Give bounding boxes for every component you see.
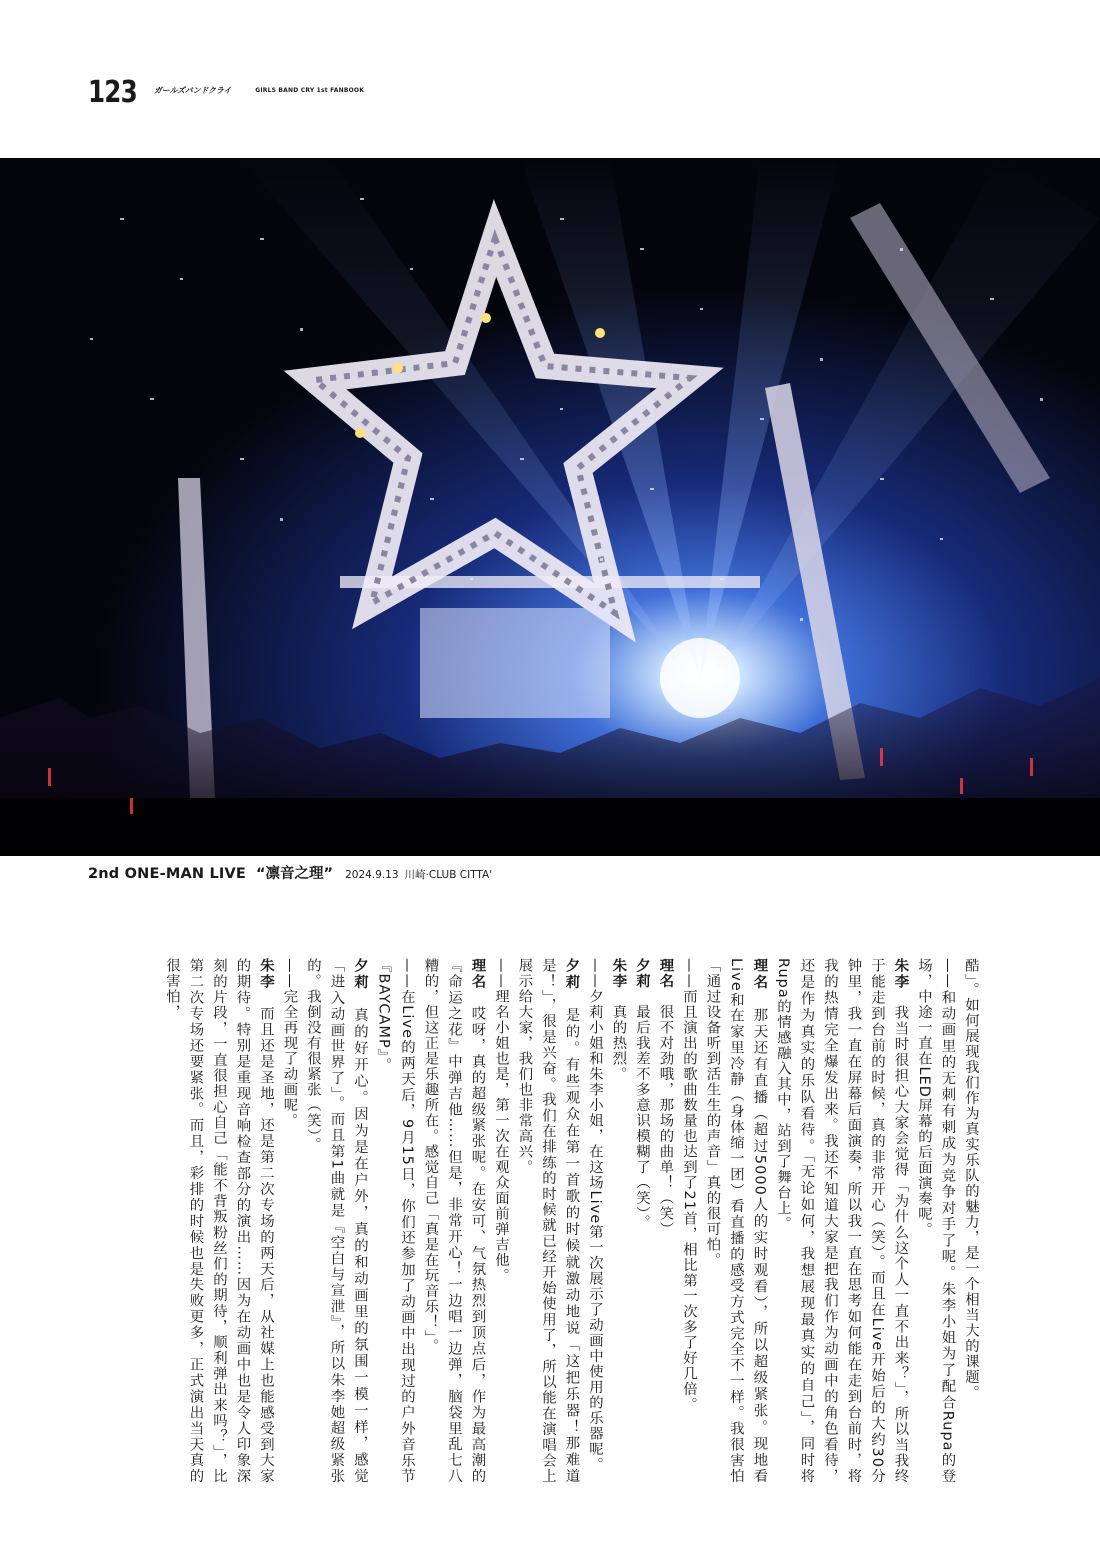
paragraph-text: 很不对劲哦，那场的曲单！（笑）	[657, 1004, 674, 1237]
fanbook-title: GIRLS BAND CRY 1st FANBOOK	[255, 87, 365, 94]
paragraph	[677, 958, 701, 1484]
concert-photo	[0, 158, 1100, 856]
paragraph	[630, 958, 654, 1484]
caption-venue: 川崎·CLUB CITTA'	[404, 869, 493, 881]
paragraph	[700, 958, 771, 1484]
stage-light	[595, 328, 605, 338]
speaker-name: 朱李	[610, 958, 627, 989]
page-number: 123	[88, 75, 137, 110]
stage-light	[355, 428, 365, 438]
photo-caption	[88, 862, 492, 886]
paragraph-text: ——夕莉小姐和朱李小姐，在这场Live第一次展示了动画中使用的乐器呢。	[587, 958, 603, 1473]
interview-body	[106, 958, 982, 1484]
paragraph-text: 酷」。如何展现我们作为真实乐队的魅力，是一个相当大的课题。	[963, 958, 979, 1401]
paragraph-text: 而且还是圣地，还是第二次专场的两天后，从社媒上也能感受到大家的期待。特别是重现音响检查部分的演出……因为在动画中也是令人印象深刻的片段，一直很担心自己「能不背叛粉丝们的期待，顺利弹出来吗？」，比第二次专场还要紧张。而且，彩排的时候也是失败更多，正式演出当天真的很害怕，	[164, 958, 274, 1484]
stage-light	[393, 363, 403, 373]
paragraph-text: 最后我差不多意识模糊了（笑）。	[634, 1004, 650, 1230]
speaker-name: 理名	[469, 958, 486, 990]
paragraph	[489, 958, 513, 1484]
paragraph-text: 我当时很担心大家会觉得「为什么这个人一直不出来？」，所以当我终于能走到台前的时候，真的非常开心（笑）。而且在Live开始后的大约30分钟里，我一直在屏幕后面演奏，所以我一直在思考如何能在走到台前时，将我的热情完全爆发出来。我还不知道大家是把我们作为动画中的角色看待，还是作为真实的乐队看待。「无论如何，我想展现最真实的自己」，同时将Rupa的情感融入其中，站到了舞台上。	[775, 958, 909, 1484]
paragraph	[160, 958, 278, 1484]
page-header	[88, 68, 364, 108]
paragraph-text: 哎呀，真的超级紧张呢。在安可、气氛热烈到顶点后，作为最高潮的『命运之花』中弹吉他……但是，非常开心！一边唱一边弹，脑袋里乱七八糟的，但这正是乐趣所在。感觉自己「真是在玩音乐！」。	[422, 958, 486, 1484]
paragraph	[371, 958, 418, 1484]
speaker-name: 夕莉	[563, 958, 580, 991]
paragraph	[512, 958, 583, 1484]
paragraph	[418, 958, 489, 1484]
paragraph	[583, 958, 607, 1484]
caption-date: 2024.9.13	[345, 869, 399, 881]
paragraph	[959, 958, 983, 1484]
speaker-name: 夕莉	[634, 958, 650, 989]
stage-light	[481, 313, 491, 323]
speaker-name: 理名	[751, 958, 768, 991]
paragraph	[653, 958, 677, 1484]
paragraph-text: 那天还有直播（超过5000人的实时观看），所以超级紧张。现地看Live和在家里冷静（身体缩一团）看直播的感受方式完全不一样。我很害怕「通过设备听到活生生的声音」真的很可怕。	[704, 958, 768, 1484]
paragraph-text: 是的。有些观众在第一首歌的时候就激动地说「这把乐器！那难道是！」，很是兴奋。我们在排练的时候就已经开始使用了，所以能在演唱会上展示给大家，我们也非常高兴。	[516, 958, 580, 1484]
caption-subtitle: “凛音之理”	[256, 866, 334, 882]
caption-event: 2nd ONE-MAN LIVE	[88, 866, 247, 882]
led-screen	[420, 608, 610, 718]
paragraph-text: ——理名小姐也是，第一次在观众面前弹吉他。	[493, 958, 509, 1284]
paragraph	[301, 958, 372, 1484]
paragraph-text: 真的热烈。	[610, 1004, 627, 1082]
paragraph	[771, 958, 912, 1484]
paragraph-text: ——和动画里的无刺有刺成为竞争对手了呢。朱李小姐为了配合Rupa的登场，中途一直在LED屏幕的后面演奏呢。	[916, 958, 956, 1484]
speaker-name: 朱李	[892, 958, 909, 990]
paragraph-text: ——在Live的两天后，9月15日，你们还参加了动画中出现过的户外音乐节『BAYCAMP』。	[375, 958, 415, 1484]
stage-flash	[660, 638, 740, 718]
paragraph-text: 真的好开心。因为是在户外，真的和动画里的氛围一模一样，感觉「进入动画世界了」。而且第1曲就是『空白与宣泄』，所以朱李她超级紧张的。我倒没有很紧张（笑）。	[305, 958, 368, 1484]
paragraph	[606, 958, 630, 1484]
crowd-foreground	[0, 798, 1100, 856]
speaker-name: 朱李	[258, 958, 274, 990]
series-logo: ガールズバンドクライ	[154, 86, 232, 95]
paragraph-text: ——完全再现了动画呢。	[281, 958, 298, 1129]
speaker-name: 理名	[657, 958, 674, 989]
paragraph-text: ——而且演出的歌曲数量也达到了21首，相比第一次多了好几倍。	[681, 958, 697, 1413]
paragraph	[912, 958, 959, 1484]
speaker-name: 夕莉	[352, 958, 368, 991]
concert-photo-illustration	[0, 158, 1100, 856]
paragraph	[277, 958, 301, 1484]
